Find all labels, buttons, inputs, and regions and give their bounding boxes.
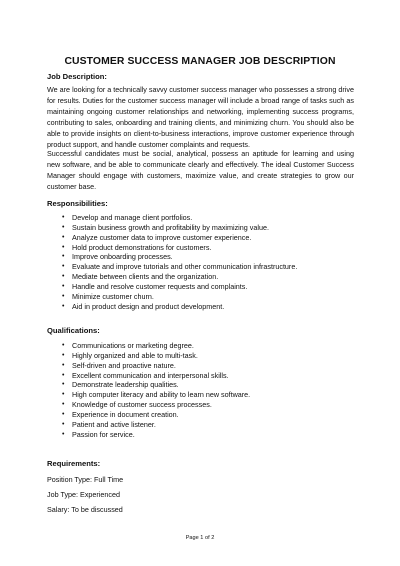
position-type: Position Type: Full Time xyxy=(47,475,124,484)
list-item: • High computer literacy and ability to learn new software. xyxy=(62,390,250,400)
responsibilities-list xyxy=(62,213,297,311)
list-item: • Handle and resolve customer requests and complaints. xyxy=(62,282,297,292)
list-item: • Hold product demonstrations for customers. xyxy=(62,243,297,253)
qualifications-list xyxy=(62,341,250,439)
list-item: • Communications or marketing degree. xyxy=(62,341,250,351)
list-item: • Analyze customer data to improve customer experience. xyxy=(62,233,297,243)
list-item: • Highly organized and able to multi-task. xyxy=(62,351,250,361)
job-description-paragraph-2: Successful candidates must be social, analytical, possess an aptitude for learning and using new software, and be able to communicate clearly and effectively. The ideal Customer Success Manager should engage with customers, maximize value, and create strategies to grow our customer base. xyxy=(47,149,354,191)
list-item: • Excellent communication and interpersonal skills. xyxy=(62,371,250,381)
list-item: • Experience in document creation. xyxy=(62,410,250,420)
list-item: • Evaluate and improve tutorials and other communication infrastructure. xyxy=(62,262,297,272)
document-title: CUSTOMER SUCCESS MANAGER JOB DESCRIPTION xyxy=(64,56,336,67)
list-item: • Demonstrate leadership qualities. xyxy=(62,380,250,390)
requirements-heading: Requirements: xyxy=(47,459,101,468)
qualifications-heading: Qualifications: xyxy=(47,326,100,335)
job-description-paragraph-1: We are looking for a technically savvy customer success manager who possesses a strong drive for results. Duties for the customer success manager will include a broad range of tasks such as maintaining ongoing customer relationships and networking, implementing success programs, contributing to sales, onboarding and training clients, and minimizing churn. You should also be able to provide insights on client-to-business interactions, improve customer experience through product support, and handle customer complaints and requests. xyxy=(47,85,354,149)
list-item: • Aid in product design and product development. xyxy=(62,302,297,312)
list-item: • Sustain business growth and profitability by maximizing value. xyxy=(62,223,297,233)
responsibilities-heading: Responsibilities: xyxy=(47,199,108,208)
list-item: • Passion for service. xyxy=(62,430,250,440)
list-item: • Minimize customer churn. xyxy=(62,292,297,302)
page-number: Page 1 of 2 xyxy=(185,535,215,541)
list-item: • Mediate between clients and the organization. xyxy=(62,272,297,282)
list-item: • Improve onboarding processes. xyxy=(62,252,297,262)
list-item: • Knowledge of customer success processes. xyxy=(62,400,250,410)
list-item: • Self-driven and proactive nature. xyxy=(62,361,250,371)
list-item: • Patient and active listener. xyxy=(62,420,250,430)
job-description-heading: Job Description: xyxy=(47,72,107,81)
salary: Salary: To be discussed xyxy=(47,505,123,514)
list-item: • Develop and manage client portfolios. xyxy=(62,213,297,223)
job-type: Job Type: Experienced xyxy=(47,490,120,499)
